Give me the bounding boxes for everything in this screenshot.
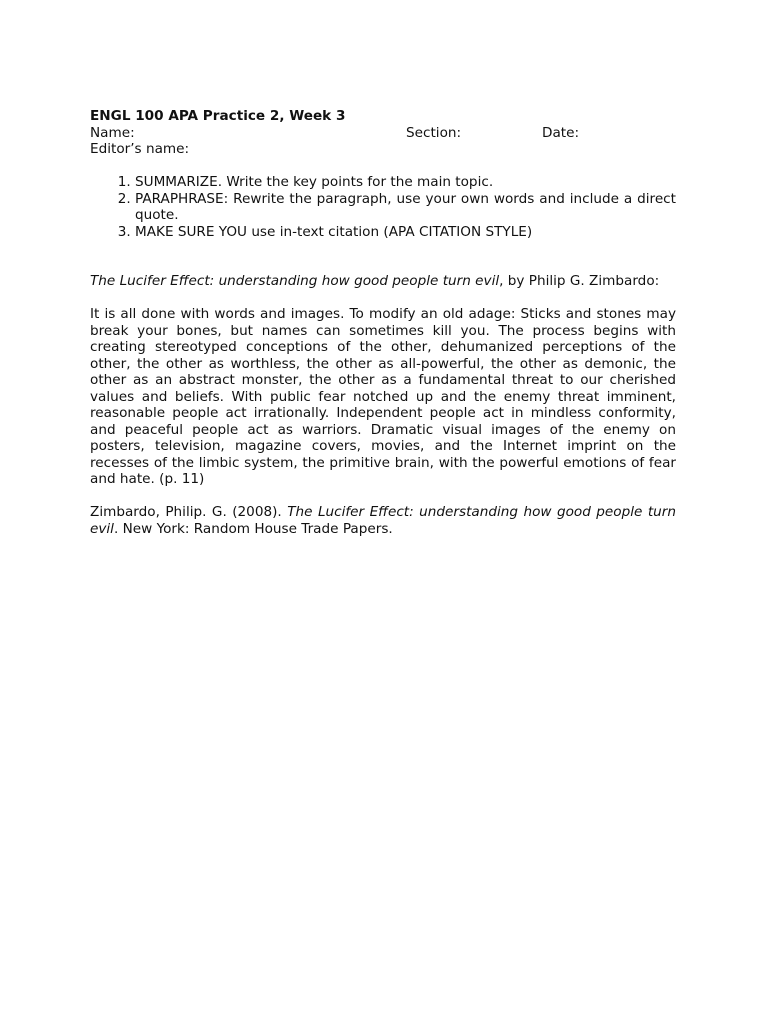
- instructions-list: [90, 174, 676, 240]
- document-page: [90, 108, 676, 537]
- reference-publisher: . New York: Random House Trade Papers.: [113, 520, 393, 537]
- reference-entry: [90, 504, 676, 537]
- quoted-passage: It is all done with words and images. To modify an old adage: Sticks and stones may break your bones, but names can sometimes kill you. The process begins with creating stereotyped conceptions of the other, dehumanized perceptions of the other, the other as worthless, the other as all-powerful, the other as demonic, the other as an abstract monster, the other as a fundamental threat to our cherished values and beliefs. With public fear notched up and the enemy threat imminent, reasonable people act irrationally. Independent people act in mindless conformity, and peaceful people act as warriors. Dramatic visual images of the enemy on posters, television, magazine covers, movies, and the Internet imprint on the recesses of the limbic system, the primitive brain, with the powerful emotions of fear and hate. (p. 11): [90, 306, 676, 487]
- student-info-row: [90, 125, 676, 142]
- source-line: [90, 273, 676, 290]
- name-label: Name:: [90, 124, 135, 141]
- editor-name-label: Editor’s name:: [90, 141, 190, 157]
- reference-author-year: Zimbardo, Philip. G. (2008).: [90, 504, 288, 520]
- reference-title: The Lucifer Effect: understanding how good people turn evil: [90, 504, 676, 537]
- instruction-item: 3. MAKE SURE YOU use in-text citation (APA CITATION STYLE): [135, 224, 676, 241]
- instruction-item: 2. PARAPHRASE: Rewrite the paragraph, use your own words and include a direct quote.: [135, 191, 676, 224]
- document-title: ENGL 100 APA Practice 2, Week 3: [90, 108, 346, 124]
- section-label: Section:: [406, 124, 462, 141]
- instruction-item: 1. SUMMARIZE. Write the key points for the main topic.: [135, 174, 676, 191]
- source-byline: , by Philip G. Zimbardo:: [499, 273, 660, 289]
- date-label: Date:: [542, 124, 580, 141]
- source-book-title: The Lucifer Effect: understanding how good people turn evil: [90, 273, 500, 289]
